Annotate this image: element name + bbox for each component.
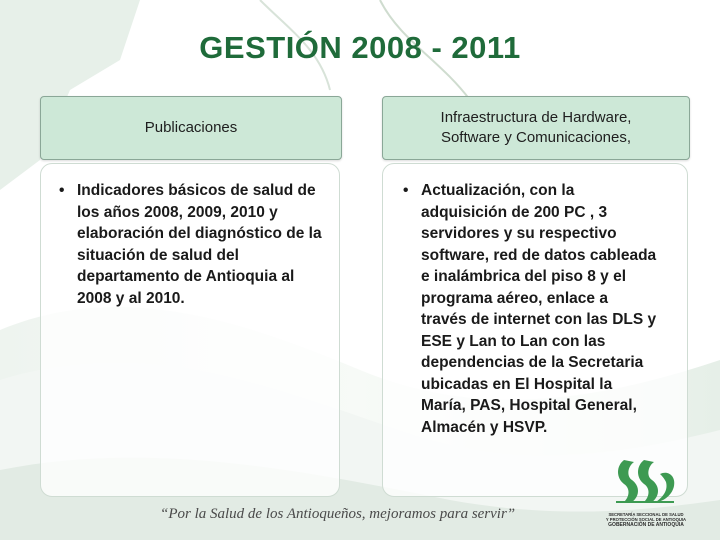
infraestructura-header (382, 96, 690, 160)
list-item-text: Indicadores básicos de salud de los años 2008, 2009, 2010 y elaboración del diagnóstico de la situación de salud del departamento de Antioquia al 2008 y al 2010. (77, 182, 322, 307)
logo-caption-line2: Y PROTECCIÓN SOCIAL DE ANTIOQUIA (605, 517, 687, 522)
publicaciones-bullet-list (57, 180, 325, 309)
publicaciones-header (40, 96, 342, 160)
list-item (57, 180, 325, 309)
bullet-icon: • (59, 182, 65, 199)
publicaciones-content (40, 163, 340, 497)
list-item-text: Actualización, con la adquisición de 200 PC , 3 servidores y su respectivo software, red de datos cableada e inalámbrica del piso 8 y el programa aéreo, enlace a través de internet con las DLS y ESE y Lan to Lan con las dependencias de la Secretaria ubicadas en El Hospital la María, PAS, Hospital General, Almacén y HSVP. (421, 182, 657, 436)
footer-slogan: “Por la Salud de los Antioqueños, mejoramos para servir” (160, 506, 516, 522)
list-item (401, 180, 657, 438)
logo-caption-line1: SECRETARÍA SECCIONAL DE SALUD (608, 512, 684, 517)
publicaciones-header-label: Publicaciones (144, 119, 238, 136)
infraestructura-bullet-list (401, 180, 657, 438)
logo-caption-line3: GOBERNACIÓN DE ANTIOQUIA (608, 522, 684, 528)
logo-caption (596, 512, 696, 528)
bullet-icon: • (403, 182, 409, 199)
infraestructura-header-line2: Software y Comunicaciones, (440, 129, 632, 146)
infraestructura-content (382, 163, 688, 497)
infraestructura-header-line1: Infraestructura de Hardware, (440, 109, 632, 126)
slide-title: GESTIÓN 2008 - 2011 (199, 30, 521, 65)
